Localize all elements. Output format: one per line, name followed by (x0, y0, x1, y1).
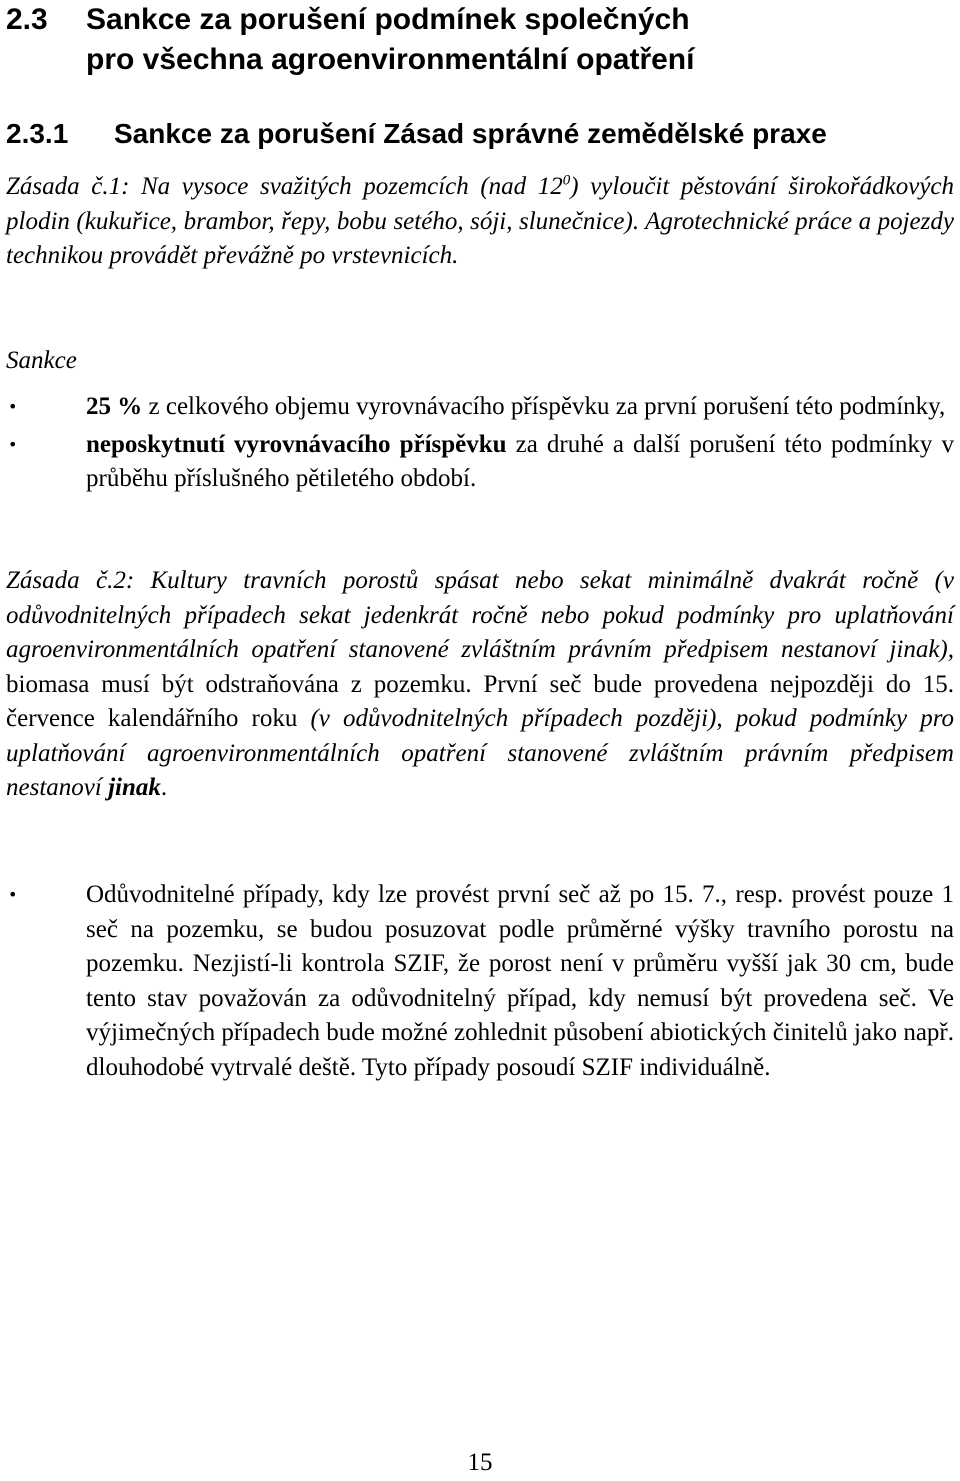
zasada-2-normal: biomasa musí být odstraňována z pozemku. První seč bude provedena nejpozději do 15. července kalendářního roku (6, 670, 954, 732)
subsection-heading-2-3-1 (6, 114, 827, 154)
section-title-line1: Sankce za porušení podmínek společných (86, 3, 690, 36)
zasada-1-rest1: ) vyloučit pěstování širokořádkových plodin (kukuřice, brambor, řepy, bobu setého, sóji, slunečnice). (6, 173, 955, 235)
section-heading-2-3 (6, 0, 694, 80)
zasada-1-rest2: Agrotechnické práce a pojezdy technikou provádět převážně po vrstevnicích. (6, 207, 954, 269)
bullet-icon: • (8, 885, 18, 904)
zasada-2-paragraph (6, 564, 954, 806)
bullet-icon: • (8, 397, 18, 416)
subsection-title: Sankce za porušení Zásad správné zemědělské praxe (114, 118, 827, 149)
bullet-icon: • (8, 434, 18, 454)
degree-superscript: 0 (562, 172, 571, 189)
list-item-bold: 25 % (86, 393, 143, 420)
zasada-2-italic: Zásada č.2: Kultury travních porostů spásat nebo sekat minimálně dvakrát ročně (v odůvodnitelných případech sekat jedenkrát ročně nebo pokud podmínky pro uplatňování agroenvironmentálních opatření stanovené zvláštním právním předpisem nestanoví jinak), (6, 567, 954, 663)
section-title-line2: pro všechna agroenvironmentální opatření (86, 43, 695, 76)
list-item-text: za druhé a další porušení této podmínky v průběhu příslušného pětiletého období. (86, 430, 955, 492)
zasada-1-lead: Zásada č.1: Na vysoce svažitých pozemcích (nad 12 (6, 173, 563, 200)
list-item (6, 428, 954, 497)
list-item (6, 390, 954, 425)
page-number: 15 (467, 1449, 493, 1476)
list-item-bold: neposkytnutí vyrovnávacího příspěvku (86, 430, 507, 458)
sankce-label: Sankce (6, 347, 77, 374)
zasada-1-paragraph (6, 170, 954, 274)
list-item (6, 878, 954, 1085)
note-text: Odůvodnitelné případy, kdy lze provést první seč až po 15. 7., resp. provést pouze 1 seč na pozemku, se budou posuzovat podle průměrné výšky travního porostu na pozemku. Nezjistí-li kontrola SZIF, že porost není v průměru vyšší jak 30 cm, bude tento stav považován za odůvodnitelný případ, kdy nemusí být provedena seč. Ve výjimečných případech bude možné zohlednit působení abiotických činitelů jako např. dlouhodobé vytrvalé deště. Tyto případy posoudí SZIF individuálně. (86, 881, 954, 1081)
section-number: 2.3 (6, 3, 48, 36)
document-page (6, 0, 954, 1477)
sankce-list (6, 390, 954, 500)
zasada-2-bold-italic: jinak (108, 774, 161, 801)
list-item-text: z celkového objemu vyrovnávacího příspěvku za první porušení této podmínky, (142, 393, 946, 420)
zasada-2-italic2: (v odůvodnitelných případech později), pokud podmínky pro uplatňování agroenvironmentálních opatření stanovené zvláštním právním předpisem nestanoví (6, 705, 954, 801)
note-list (6, 878, 954, 1088)
subsection-number: 2.3.1 (6, 118, 69, 149)
zasada-2-end: . (160, 774, 168, 801)
